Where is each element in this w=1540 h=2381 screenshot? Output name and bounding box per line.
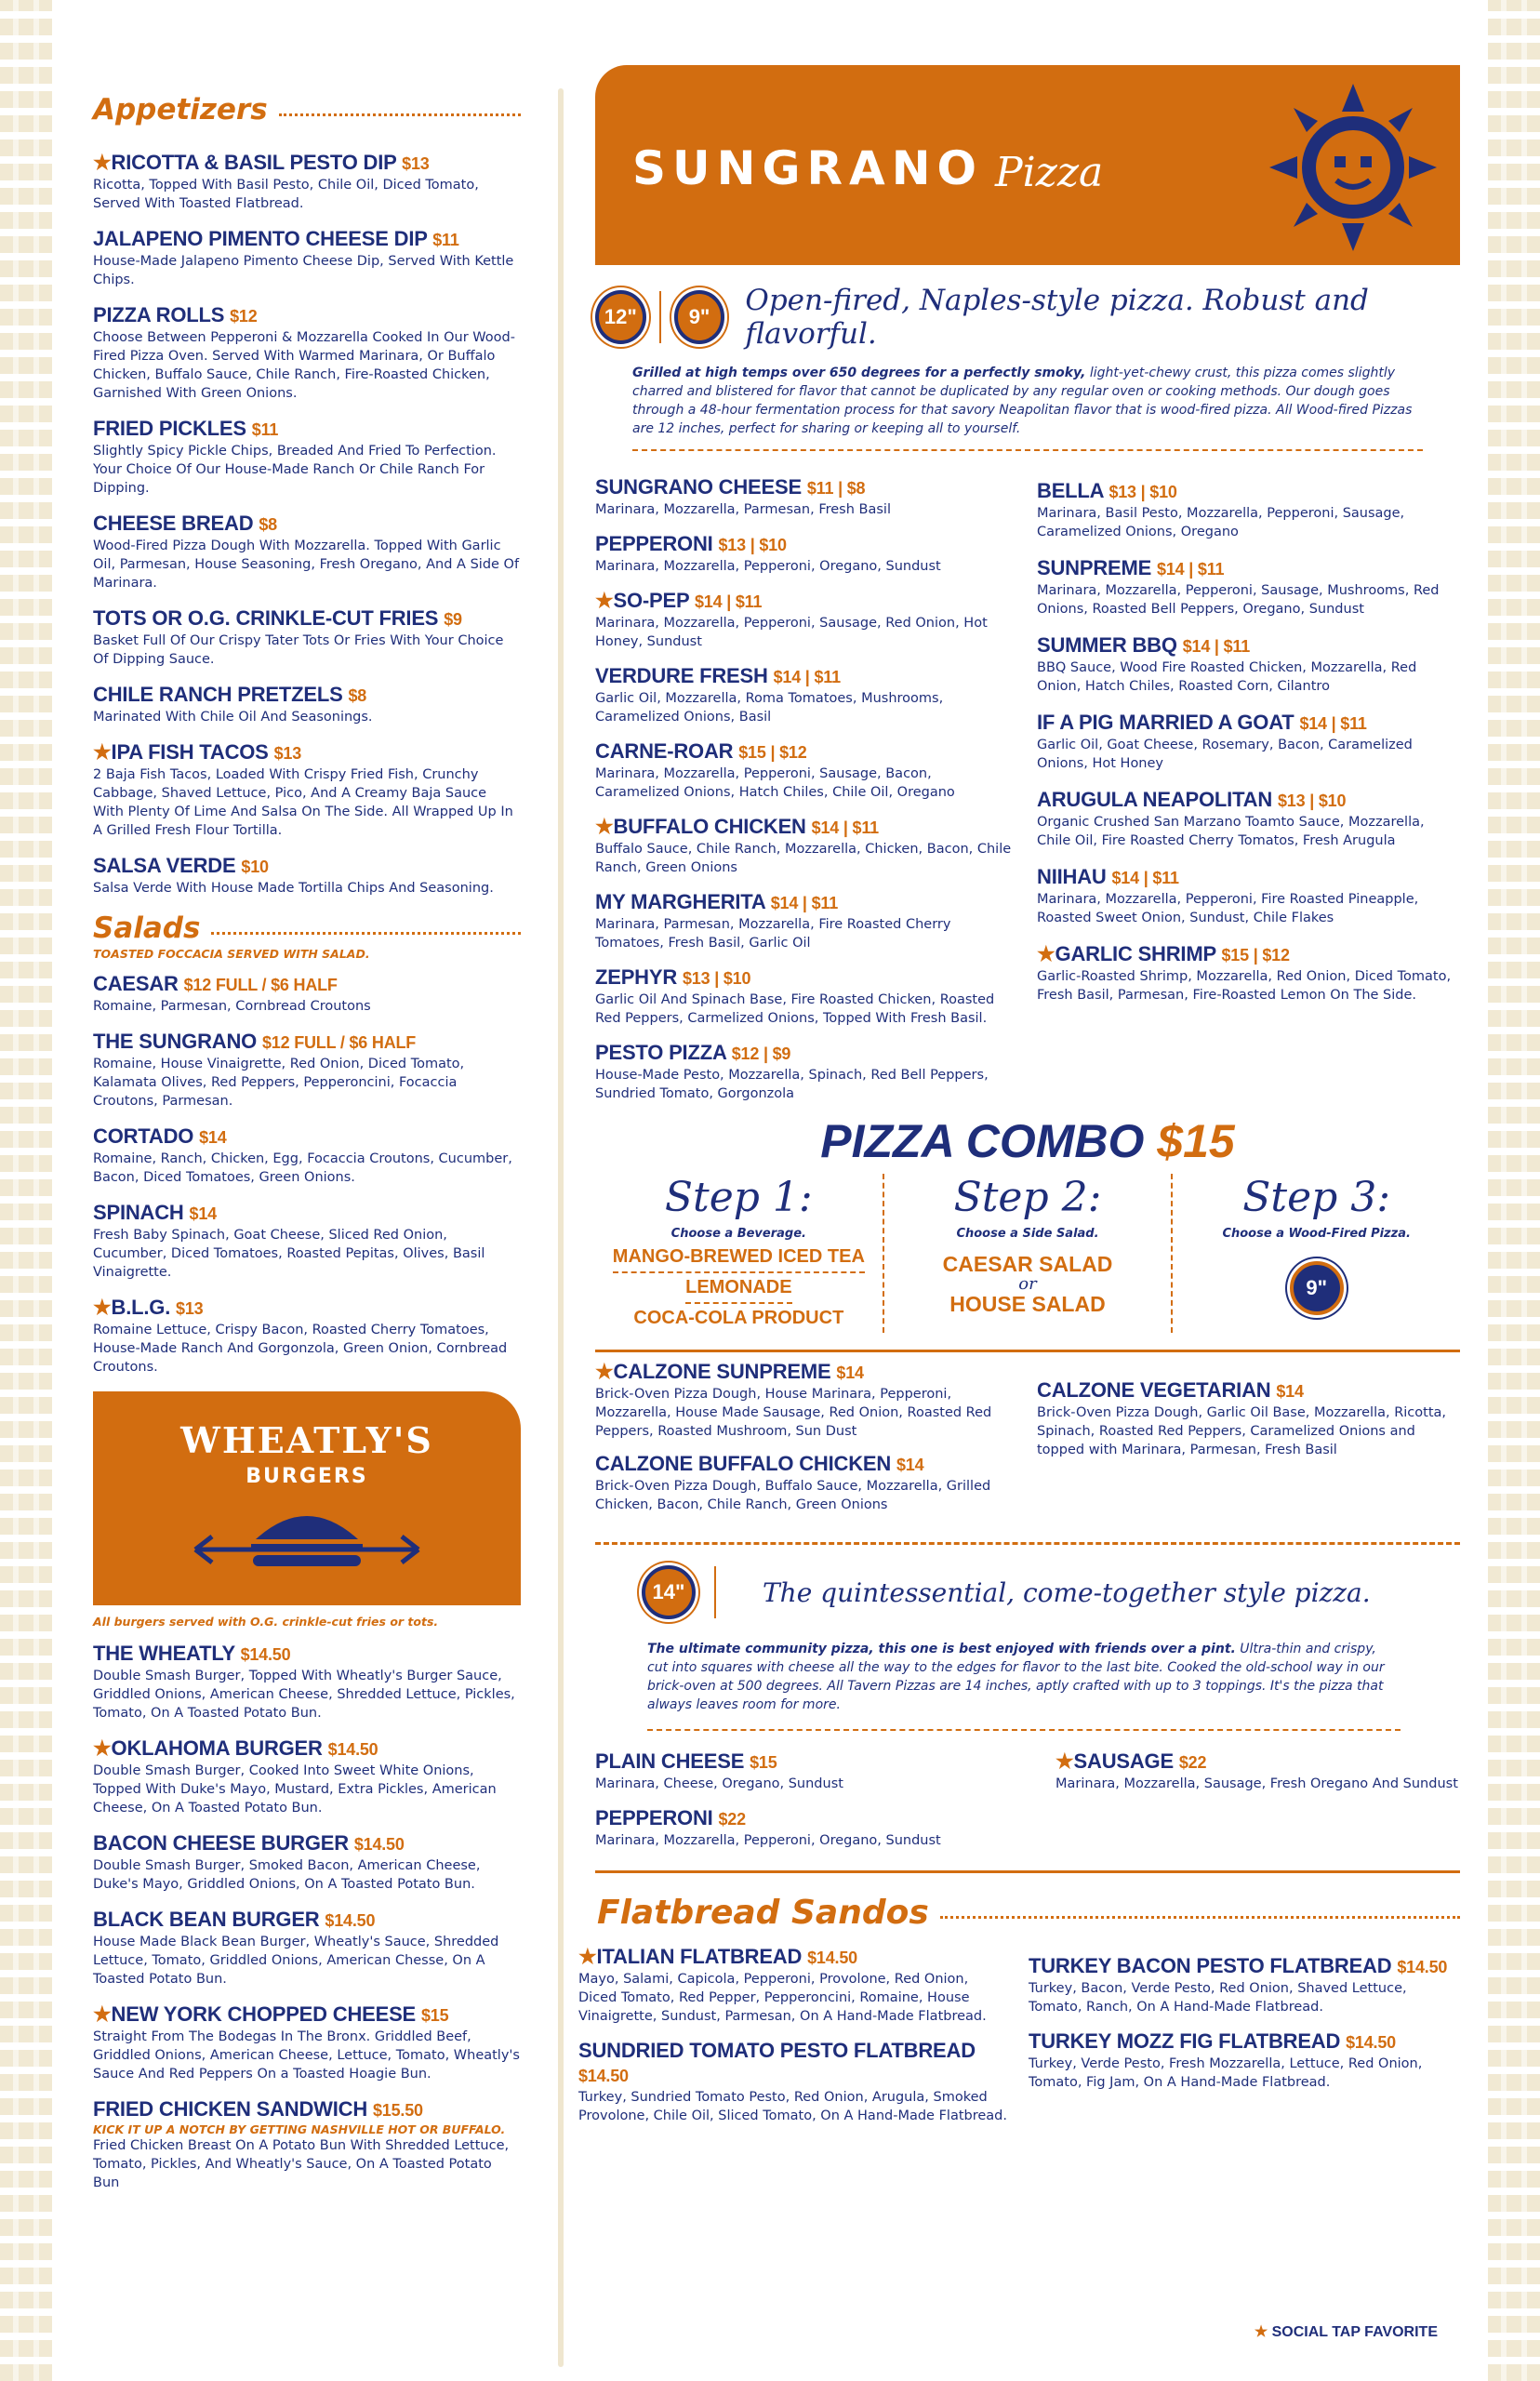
burgers-banner-title: WHEATLY'S — [180, 1419, 433, 1461]
menu-item-price: $12 — [230, 307, 258, 326]
menu-item-price: $13 — [273, 744, 302, 763]
menu-item-desc: Marinara, Cheese, Oregano, Sundust — [595, 1776, 843, 1791]
tavern-list-left — [595, 1749, 1000, 1863]
menu-item-name: CALZONE BUFFALO CHICKEN $14 — [595, 1452, 924, 1475]
menu-item-price: $13 | $10 — [718, 536, 787, 554]
menu-item-desc: Basket Full Of Our Crispy Tater Tots Or Fries With Your Choice Of Dipping Sauce. — [93, 633, 504, 667]
menu-item — [93, 1736, 521, 1817]
menu-item-price: $8 — [259, 515, 277, 534]
menu-item-desc: Double Smash Burger, Cooked Into Sweet White Onions, Topped With Duke's Mayo, Mustard, Extra Pickles, American Cheese, On A Toasted Potato Bun. — [93, 1763, 497, 1816]
menu-item-name: NIIHAU $14 | $11 — [1037, 865, 1179, 888]
menu-item-price: $9 — [444, 610, 462, 629]
menu-item-desc: Buffalo Sauce, Chile Ranch, Mozzarella, Chicken, Bacon, Chile Ranch, Green Onions — [595, 842, 1012, 875]
combo-step-3: Step 3: Choose a Wood-Fired Pizza. 9" — [1173, 1174, 1460, 1333]
appetizers-list — [93, 151, 521, 898]
menu-item-name: PIZZA ROLLS $12 — [93, 303, 258, 326]
salads-heading: Salads — [93, 911, 521, 945]
burgers-note: All burgers served with O.G. crinkle-cut fries or tots. — [93, 1615, 439, 1629]
menu-item-price: $15 — [420, 2006, 449, 2025]
menu-item-desc: Double Smash Burger, Smoked Bacon, American Cheese, Duke's Mayo, Griddled Onions, On A Toasted Potato Bun. — [93, 1858, 481, 1892]
menu-item — [93, 303, 521, 403]
menu-item-name: ★IPA FISH TACOS $13 — [93, 740, 302, 764]
favorite-star-icon: ★ — [93, 151, 112, 174]
menu-item — [595, 532, 1018, 576]
menu-item-price: $14 | $11 — [1157, 560, 1225, 579]
menu-item — [1029, 2029, 1460, 2092]
menu-item-name: SUNDRIED TOMATO PESTO FLATBREAD $14.50 — [578, 2039, 976, 2085]
menu-item-price: $10 — [241, 858, 269, 876]
menu-item-desc: Garlic-Roasted Shrimp, Mozzarella, Red Onion, Diced Tomato, Fresh Basil, Parmesan, Fire-Roasted Lemon On The Side. — [1037, 969, 1452, 1003]
menu-item-price: $14.50 — [578, 2067, 629, 2085]
menu-item-desc: Mayo, Salami, Capicola, Pepperoni, Provolone, Red Onion, Diced Tomato, Red Pepper, Pepperoncini, Romaine, House Vinaigrette, Sundust, Parmesan, On A Hand-Made Flatbread. — [578, 1972, 987, 2024]
menu-item-note: KICK IT UP A NOTCH BY GETTING NASHVILLE HOT OR BUFFALO. — [93, 2122, 506, 2136]
favorite-star-icon: ★ — [93, 1296, 112, 1319]
menu-item-name: JALAPENO PIMENTO CHEESE DIP $11 — [93, 227, 459, 250]
menu-item-desc: Organic Crushed San Marzano Toamto Sauce, Mozzarella, Chile Oil, Fire Roasted Cherry Tomatos, Fresh Arugula — [1037, 815, 1425, 848]
menu-item-name: CALZONE VEGETARIAN $14 — [1037, 1378, 1304, 1402]
menu-item-name: SUNGRANO CHEESE $11 | $8 — [595, 475, 866, 499]
menu-item-desc: Marinara, Mozzarella, Pepperoni, Oregano, Sundust — [595, 1833, 941, 1848]
menu-item — [595, 664, 1018, 726]
menu-item — [595, 739, 1018, 802]
menu-item — [595, 890, 1018, 952]
calzone-menu — [595, 1360, 1460, 1545]
menu-item-name: SUMMER BBQ $14 | $11 — [1037, 633, 1251, 657]
burger-icon — [186, 1497, 428, 1581]
menu-item-price: $13 | $10 — [1109, 483, 1177, 501]
size-9-badge: 9" — [674, 290, 725, 344]
menu-item-name: CAESAR $12 FULL / $6 HALF — [93, 972, 338, 995]
menu-item — [578, 1945, 1010, 2026]
menu-item — [93, 1124, 521, 1187]
salads-note: TOASTED FOCCACIA SERVED WITH SALAD. — [93, 947, 370, 961]
menu-item-desc: Salsa Verde With House Made Tortilla Chips And Seasoning. — [93, 881, 494, 896]
menu-item-desc: Straight From The Bodegas In The Bronx. Griddled Beef, Griddled Onions, American Cheese, Lettuce, Tomato, Wheatly's Sauce And Red Peppers On a Toasted Hoagie Bun. — [93, 2029, 520, 2082]
menu-item-desc: Wood-Fired Pizza Dough With Mozzarella. Topped With Garlic Oil, Parmesan, House Seasoning, Fresh Oregano, And A Side Of Marinara. — [93, 539, 520, 591]
menu-item-name: CORTADO $14 — [93, 1124, 227, 1148]
tavern-tagline: The quintessential, come-together style pizza. — [763, 1576, 1371, 1608]
menu-item-desc: Brick-Oven Pizza Dough, Garlic Oil Base, Mozzarella, Ricotta, Spinach, Roasted Red Peppers, Caramelized Onions and topped with Marinara, Parmesan, Fresh Basil — [1037, 1405, 1447, 1457]
flatbread-menu — [578, 1945, 1460, 2138]
menu-item-price: $13 — [402, 154, 430, 173]
appetizers-heading: Appetizers — [93, 93, 521, 126]
menu-item-desc: House Made Black Bean Burger, Wheatly's Sauce, Shredded Lettuce, Tomato, Griddled Onions, American Chesse, On A Toasted Potato Bun. — [93, 1935, 499, 1987]
menu-item-price: $11 — [432, 231, 459, 249]
menu-item-name: ★ITALIAN FLATBREAD $14.50 — [578, 1945, 857, 1968]
menu-item-price: $14 — [199, 1128, 227, 1147]
left-column — [93, 93, 521, 2206]
menu-item-name: IF A PIG MARRIED A GOAT $14 | $11 — [1037, 711, 1367, 734]
menu-item-desc: Choose Between Pepperoni & Mozzarella Cooked In Our Wood-Fired Pizza Oven. Served With Warmed Marinara, Or Buffalo Chicken, Buffalo Sauce, Chile Ranch, Fire-Roasted Chicken, Garnished With Green Onions. — [93, 330, 515, 401]
menu-item-desc: Garlic Oil, Goat Cheese, Rosemary, Bacon, Caramelized Onions, Hot Honey — [1037, 738, 1413, 771]
menu-item — [1037, 1378, 1460, 1459]
favorite-star-icon: ★ — [595, 589, 614, 612]
combo-heading: PIZZA COMBO $15 — [820, 1115, 1235, 1167]
menu-item-price: $14.50 — [327, 1740, 378, 1759]
menu-item-price: $12 | $9 — [731, 1044, 791, 1063]
menu-item-desc: Garlic Oil, Mozzarella, Roma Tomatoes, Mushrooms, Caramelized Onions, Basil — [595, 691, 944, 725]
menu-item-desc: Garlic Oil And Spinach Base, Fire Roasted Chicken, Roasted Red Peppers, Carmelized Onions, Topped With Fresh Basil. — [595, 992, 995, 1026]
menu-item-price: $12 FULL / $6 HALF — [183, 976, 338, 994]
menu-item — [595, 965, 1018, 1028]
menu-item-name: PEPPERONI $13 | $10 — [595, 532, 787, 555]
menu-item-desc: Marinara, Basil Pesto, Mozzarella, Pepperoni, Sausage, Caramelized Onions, Oregano — [1037, 506, 1405, 539]
menu-item-name: FRIED PICKLES $11 — [93, 417, 279, 440]
menu-item — [93, 606, 521, 669]
pizza-banner — [595, 65, 1460, 265]
menu-item — [1037, 556, 1460, 619]
menu-item-desc: Ricotta, Topped With Basil Pesto, Chile Oil, Diced Tomato, Served With Toasted Flatbread. — [93, 178, 479, 211]
menu-item-name: ZEPHYR $13 | $10 — [595, 965, 751, 989]
menu-item-desc: Fresh Baby Spinach, Goat Cheese, Sliced Red Onion, Cucumber, Diced Tomatoes, Roasted Pepitas, Olives, Basil Vinaigrette. — [93, 1228, 485, 1280]
menu-item-name: ARUGULA NEAPOLITAN $13 | $10 — [1037, 788, 1347, 811]
menu-item-price: $14 — [1276, 1382, 1304, 1401]
menu-item-desc: Marinated With Chile Oil And Seasonings. — [93, 710, 373, 725]
menu-item — [1055, 1749, 1460, 1793]
menu-item-name: PESTO PIZZA $12 | $9 — [595, 1041, 791, 1064]
menu-item-desc: Turkey, Sundried Tomato Pesto, Red Onion, Arugula, Smoked Provolone, Chile Oil, Sliced Tomato, On A Hand-Made Flatbread. — [578, 2090, 1007, 2123]
menu-item-name: ★NEW YORK CHOPPED CHEESE $15 — [93, 2002, 449, 2026]
menu-item-price: $14.50 — [1346, 2033, 1396, 2052]
menu-item — [578, 2039, 1010, 2125]
menu-item-price: $15 | $12 — [738, 743, 807, 762]
favorite-star-icon: ★ — [93, 1736, 112, 1760]
column-divider — [558, 88, 564, 2367]
combo-step-2: Step 2: Choose a Side Salad. CAESAR SALAD or HOUSE SALAD — [884, 1174, 1174, 1333]
menu-item-desc: Turkey, Bacon, Verde Pesto, Red Onion, Shaved Lettuce, Tomato, Ranch, On A Hand-Made Flatbread. — [1029, 1981, 1407, 2015]
menu-item — [93, 227, 521, 289]
calzone-list-right — [1037, 1360, 1460, 1525]
sun-logo-icon — [1269, 84, 1437, 251]
size-12-badge: 12" — [595, 290, 646, 344]
pizza-list-right — [1037, 475, 1460, 1116]
menu-item-desc: Double Smash Burger, Topped With Wheatly's Burger Sauce, Griddled Onions, American Cheese, Shredded Lettuce, Pickles, Tomato, On A Toasted Potato Bun. — [93, 1669, 515, 1721]
menu-item-price: $14 — [896, 1456, 924, 1474]
menu-item — [93, 1030, 521, 1111]
menu-item-desc: Marinara, Mozzarella, Pepperoni, Sausage, Mushrooms, Red Onions, Roasted Bell Peppers, Oregano, Sundust — [1037, 583, 1440, 617]
menu-item-price: $15 | $12 — [1221, 946, 1290, 964]
menu-item — [93, 972, 521, 1016]
menu-item-desc: Romaine, House Vinaigrette, Red Onion, Diced Tomato, Kalamata Olives, Red Peppers, Pepperoncini, Focaccia Croutons, Parmesan. — [93, 1057, 465, 1109]
menu-item-name: CHEESE BREAD $8 — [93, 512, 277, 535]
pizza-tagline: Open-fired, Naples-style pizza. Robust and flavorful. — [745, 284, 1369, 351]
menu-item — [93, 151, 521, 213]
menu-item — [1037, 788, 1460, 850]
menu-item-name: ★SAUSAGE $22 — [1055, 1749, 1207, 1773]
menu-item-price: $15.50 — [372, 2101, 423, 2120]
menu-item — [93, 2097, 521, 2192]
menu-item — [93, 740, 521, 840]
menu-item-name: BELLA $13 | $10 — [1037, 479, 1177, 502]
favorite-star-icon: ★ — [1055, 1749, 1074, 1773]
menu-item-desc: House-Made Pesto, Mozzarella, Spinach, Red Bell Peppers, Sundried Tomato, Gorgonzola — [595, 1068, 989, 1101]
favorite-star-icon: ★ — [1037, 942, 1055, 965]
menu-item-name: ★SO-PEP $14 | $11 — [595, 589, 763, 612]
menu-item-name: ★CALZONE SUNPREME $14 — [595, 1360, 864, 1383]
menu-item-desc: Marinara, Parmesan, Mozzarella, Fire Roasted Cherry Tomatoes, Fresh Basil, Garlic Oil — [595, 917, 951, 951]
menu-item-price: $14 — [189, 1204, 217, 1223]
menu-item-name: ★B.L.G. $13 — [93, 1296, 204, 1319]
calzone-list-left — [595, 1360, 1018, 1525]
menu-item-desc: Romaine, Parmesan, Cornbread Croutons — [93, 999, 371, 1014]
pizza-brand-script: Pizza — [995, 149, 1104, 196]
favorite-star-icon: ★ — [93, 740, 112, 764]
menu-item-name: BACON CHEESE BURGER $14.50 — [93, 1831, 405, 1855]
menu-item-desc: Marinara, Mozzarella, Pepperoni, Oregano, Sundust — [595, 559, 941, 574]
menu-item-name: ★GARLIC SHRIMP $15 | $12 — [1037, 942, 1290, 965]
menu-item-price: $14.50 — [240, 1645, 291, 1664]
menu-item — [93, 1201, 521, 1282]
menu-item-desc: Fried Chicken Breast On A Potato Bun With Shredded Lettuce, Tomato, Pickles, And Wheatly's Sauce, On A Toasted Potato Bun — [93, 2138, 510, 2190]
menu-item-price: $22 — [718, 1810, 746, 1829]
salads-list — [93, 972, 521, 1377]
menu-item-price: $14 | $11 — [770, 894, 839, 912]
menu-item — [595, 589, 1018, 651]
pizza-list-left — [595, 475, 1018, 1116]
social-tap-legend: ★ SOCIAL TAP FAVORITE — [1254, 2324, 1438, 2340]
menu-item-price: $14 | $11 — [1111, 869, 1179, 887]
right-column — [578, 65, 1460, 2138]
menu-item — [93, 1831, 521, 1894]
flatbread-list-right — [1029, 1945, 1460, 2138]
menu-item-desc: Turkey, Verde Pesto, Fresh Mozzarella, Lettuce, Red Onion, Tomato, Fig Jam, On A Hand-Made Flatbread. — [1029, 2056, 1423, 2090]
menu-item-name: ★RICOTTA & BASIL PESTO DIP $13 — [93, 151, 430, 174]
menu-item-desc: Marinara, Mozzarella, Parmesan, Fresh Basil — [595, 502, 891, 517]
menu-item-name: TOTS OR O.G. CRINKLE-CUT FRIES $9 — [93, 606, 462, 630]
tavern-menu — [595, 1749, 1460, 1873]
menu-item — [1037, 711, 1460, 773]
menu-item-price: $22 — [1178, 1753, 1207, 1772]
menu-item-name: TURKEY BACON PESTO FLATBREAD $14.50 — [1029, 1954, 1448, 1977]
menu-item-desc: Romaine Lettuce, Crispy Bacon, Roasted Cherry Tomatoes, House-Made Ranch And Gorgonzola, Green Onion, Cornbread Croutons. — [93, 1323, 508, 1375]
menu-item — [595, 1749, 1000, 1793]
menu-item — [1029, 1954, 1460, 2016]
menu-item-price: $8 — [348, 686, 367, 705]
menu-item-price: $14 | $11 — [811, 818, 879, 837]
menu-item — [1037, 942, 1460, 1004]
menu-item — [93, 1296, 521, 1377]
menu-item — [595, 1360, 1018, 1441]
combo-step-1: Step 1: Choose a Beverage. MANGO-BREWED ICED TEA LEMONADE COCA-COLA PRODUCT — [595, 1174, 884, 1333]
menu-item-name: TURKEY MOZZ FIG FLATBREAD $14.50 — [1029, 2029, 1396, 2053]
menu-item-desc: Brick-Oven Pizza Dough, House Marinara, Pepperoni, Mozzarella, House Made Sausage, Red Onion, Roasted Red Peppers, Roasted Mushroom, Sun Dust — [595, 1387, 992, 1439]
left-pattern-strip — [0, 0, 52, 2381]
menu-item-price: $14.50 — [353, 1835, 405, 1854]
pizza-brand: SUNGRANO — [632, 141, 984, 195]
menu-item-name: THE WHEATLY $14.50 — [93, 1642, 291, 1665]
menu-item — [93, 854, 521, 898]
favorite-star-icon: ★ — [595, 1360, 614, 1383]
menu-item-name: MY MARGHERITA $14 | $11 — [595, 890, 839, 913]
menu-item — [93, 1908, 521, 1989]
menu-item-price: $14 | $11 — [1299, 714, 1367, 733]
menu-item-desc: House-Made Jalapeno Pimento Cheese Dip, Served With Kettle Chips. — [93, 254, 514, 287]
burgers-banner-sub: BURGERS — [246, 1465, 368, 1488]
menu-item-price: $14 | $11 — [695, 592, 763, 611]
menu-item-price: $14 | $11 — [1182, 637, 1251, 656]
menu-item — [595, 815, 1018, 877]
combo-9-badge: 9" — [1290, 1261, 1344, 1315]
pizza-menu — [595, 475, 1460, 1116]
menu-item-price: $14 — [836, 1363, 864, 1382]
menu-item-price: $13 | $10 — [682, 969, 751, 988]
menu-item-desc: BBQ Sauce, Wood Fire Roasted Chicken, Mozzarella, Red Onion, Hatch Chiles, Roasted Corn, Cilantro — [1037, 660, 1417, 694]
pizza-size-row — [595, 284, 1460, 351]
menu-item-name: ★BUFFALO CHICKEN $14 | $11 — [595, 815, 879, 838]
menu-item — [1037, 633, 1460, 696]
menu-item-price: $14.50 — [1397, 1958, 1448, 1976]
tavern-size-row — [642, 1565, 1460, 1619]
menu-item-price: $12 FULL / $6 HALF — [261, 1033, 417, 1052]
menu-item — [93, 683, 521, 726]
menu-item-desc: Brick-Oven Pizza Dough, Buffalo Sauce, Mozzarella, Grilled Chicken, Bacon, Chile Ranch, Green Onions — [595, 1479, 991, 1512]
burgers-banner — [93, 1391, 521, 1605]
size-14-badge: 14" — [642, 1565, 696, 1619]
menu-item-price: $13 — [176, 1299, 204, 1318]
menu-item-name: FRIED CHICKEN SANDWICH $15.50 — [93, 2097, 423, 2121]
menu-item-desc: Marinara, Mozzarella, Pepperoni, Fire Roasted Pineapple, Roasted Sweet Onion, Sundust, Chile Flakes — [1037, 892, 1419, 925]
menu-item — [595, 1041, 1018, 1103]
menu-item — [595, 1452, 1018, 1514]
menu-item — [1037, 865, 1460, 927]
menu-item-price: $11 — [251, 420, 279, 439]
tavern-intro: The ultimate community pizza, this one is best enjoyed with friends over a pint. Ultra-thin and crispy, cut into squares with cheese all the way to the edges for flavor to the last bite. Cooked the old-school way in our brick-oven at 500 degrees. All Tavern Pizzas are 14 inches, aptly crafted with up to 3 toppings. It's the pizza that always leaves room for more. — [647, 1640, 1401, 1731]
menu-item — [93, 512, 521, 592]
menu-item-desc: Romaine, Ranch, Chicken, Egg, Focaccia Croutons, Cucumber, Bacon, Diced Tomatoes, Green Onions. — [93, 1151, 512, 1185]
menu-item — [1037, 479, 1460, 541]
menu-item-price: $15 — [750, 1753, 777, 1772]
menu-item-desc: Slightly Spicy Pickle Chips, Breaded And Fried To Perfection. Your Choice Of Our House-Made Ranch Or Chile Ranch For Dipping. — [93, 444, 497, 496]
flatbread-list-left — [578, 1945, 1010, 2138]
menu-item-desc: 2 Baja Fish Tacos, Loaded With Crispy Fried Fish, Crunchy Cabbage, Shaved Lettuce, Pico, And A Creamy Baja Sauce With Plenty Of Lime And Salsa On The Side. All Wrapped Up In A Grilled Fresh Flour Tortilla. — [93, 767, 513, 838]
menu-item-name: VERDURE FRESH $14 | $11 — [595, 664, 841, 687]
menu-item-name: PLAIN CHEESE $15 — [595, 1749, 777, 1773]
menu-item — [93, 1642, 521, 1723]
menu-item-name: THE SUNGRANO $12 FULL / $6 HALF — [93, 1030, 417, 1053]
menu-item-price: $11 | $8 — [806, 479, 866, 498]
menu-item-price: $14 | $11 — [773, 668, 841, 686]
menu-item — [595, 1806, 1000, 1850]
menu-item-name: CARNE-ROAR $15 | $12 — [595, 739, 807, 763]
menu-item-desc: Marinara, Mozzarella, Pepperoni, Sausage, Red Onion, Hot Honey, Sundust — [595, 616, 988, 649]
menu-item-price: $13 | $10 — [1277, 791, 1347, 810]
menu-item-name: CHILE RANCH PRETZELS $8 — [93, 683, 367, 706]
flatbread-heading: Flatbread Sandos — [597, 1894, 1460, 1932]
favorite-star-icon: ★ — [578, 1945, 597, 1968]
combo-steps — [595, 1174, 1460, 1333]
menu-item — [93, 417, 521, 498]
favorite-star-icon: ★ — [93, 2002, 112, 2026]
menu-item-name: SPINACH $14 — [93, 1201, 217, 1224]
menu-item-name: ★OKLAHOMA BURGER $14.50 — [93, 1736, 378, 1760]
right-pattern-strip — [1488, 0, 1540, 2381]
tavern-list-right — [1018, 1749, 1460, 1863]
menu-item-desc: Marinara, Mozzarella, Pepperoni, Sausage, Bacon, Caramelized Onions, Hatch Chiles, Chile Oil, Oregano — [595, 766, 955, 800]
menu-item — [595, 475, 1018, 519]
menu-item-price: $14.50 — [807, 1949, 857, 1967]
favorite-star-icon: ★ — [595, 815, 614, 838]
burgers-list — [93, 1642, 521, 2192]
menu-item-name: SALSA VERDE $10 — [93, 854, 269, 877]
menu-item-name: BLACK BEAN BURGER $14.50 — [93, 1908, 376, 1931]
menu-item-name: SUNPREME $14 | $11 — [1037, 556, 1225, 579]
pizza-intro: Grilled at high temps over 650 degrees for a perfectly smoky, light-yet-chewy crust, this pizza comes slightly charred and blistered for flavor that cannot be duplicated by any regular oven or cooking methods. Our dough goes through a 48-hour fermentation process for that savory Neapolitan flavor that is wood-fired pizza. All Wood-fired Pizzas are 12 inches, perfect for sharing or keeping all to yourself. — [632, 364, 1423, 451]
menu-item-name: PEPPERONI $22 — [595, 1806, 746, 1829]
menu-item-price: $14.50 — [325, 1911, 376, 1930]
menu-item — [93, 2002, 521, 2083]
menu-item-desc: Marinara, Mozzarella, Sausage, Fresh Oregano And Sundust — [1055, 1776, 1458, 1791]
